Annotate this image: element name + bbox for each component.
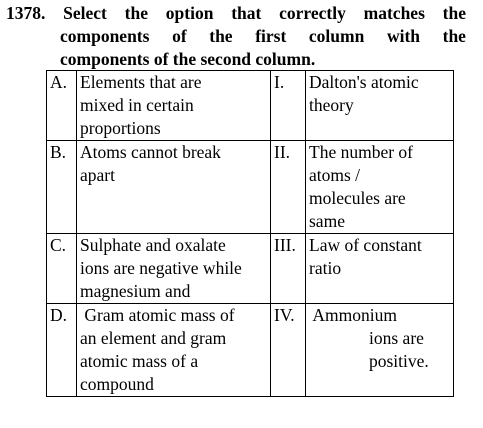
question-line-2 <box>6 25 466 48</box>
cell-line: theory <box>309 95 354 115</box>
cell-line: magnesium and <box>80 281 191 301</box>
question-word: first <box>255 26 287 46</box>
cell-line: Elements that are <box>80 72 202 92</box>
question-word: the <box>209 26 233 46</box>
question-word: the <box>442 26 466 46</box>
cell-line: atoms / <box>309 165 361 185</box>
question-word: the <box>442 3 466 23</box>
row-label-left: A. <box>47 71 77 141</box>
row-label-left: B. <box>47 141 77 234</box>
cell-line: compound <box>80 374 154 394</box>
row-label-right: II. <box>271 141 306 234</box>
column-two-cell <box>306 304 454 397</box>
question-line-3 <box>6 48 466 71</box>
row-label-left: C. <box>47 234 77 304</box>
cell-line: an element and gram <box>80 328 227 348</box>
column-two-cell <box>306 71 454 141</box>
column-one-cell <box>77 141 271 234</box>
row-label-left: D. <box>47 304 77 397</box>
table-row <box>47 234 454 304</box>
question-word: of <box>172 26 187 46</box>
row-label-right: IV. <box>271 304 306 397</box>
question-word: option <box>165 3 214 23</box>
question-word: matches <box>363 3 425 23</box>
cell-line: ions are negative while <box>80 258 242 278</box>
cell-line: molecules are <box>309 188 406 208</box>
row-label-right: I. <box>271 71 306 141</box>
cell-line: proportions <box>80 118 161 138</box>
question-word: components <box>60 26 150 46</box>
cell-line: same <box>309 211 345 231</box>
cell-line: positive. <box>369 351 429 371</box>
question-word: components of the second column. <box>60 49 316 69</box>
table-row <box>47 71 454 141</box>
cell-line: The number of <box>309 142 413 162</box>
cell-line: Law of constant <box>309 235 422 255</box>
question-word: the <box>124 3 148 23</box>
cell-line: ions are <box>369 328 424 348</box>
table-row <box>47 304 454 397</box>
cell-line: Gram atomic mass of <box>80 305 235 325</box>
question-word: column <box>308 26 365 46</box>
row-label-right: III. <box>271 234 306 304</box>
question-word: correctly <box>279 3 346 23</box>
cell-line: Atoms cannot break <box>80 142 221 162</box>
column-two-cell <box>306 234 454 304</box>
cell-line: mixed in certain <box>80 95 194 115</box>
cell-line: Sulphate and oxalate <box>80 235 226 255</box>
column-two-cell <box>306 141 454 234</box>
cell-line: Dalton's atomic <box>309 72 419 92</box>
cell-line: apart <box>80 165 115 185</box>
cell-line: Ammonium <box>309 305 397 325</box>
question-word: with <box>386 26 421 46</box>
matching-table <box>46 70 454 397</box>
column-one-cell <box>77 234 271 304</box>
question-line-1 <box>6 2 466 25</box>
table-row <box>47 141 454 234</box>
question-word: Select <box>63 3 107 23</box>
column-one-cell <box>77 71 271 141</box>
question-number: 1378. <box>6 3 46 23</box>
cell-line: atomic mass of a <box>80 351 199 371</box>
question-word: that <box>231 3 262 23</box>
column-one-cell <box>77 304 271 397</box>
question-stem <box>6 2 466 71</box>
cell-line: ratio <box>309 258 342 278</box>
